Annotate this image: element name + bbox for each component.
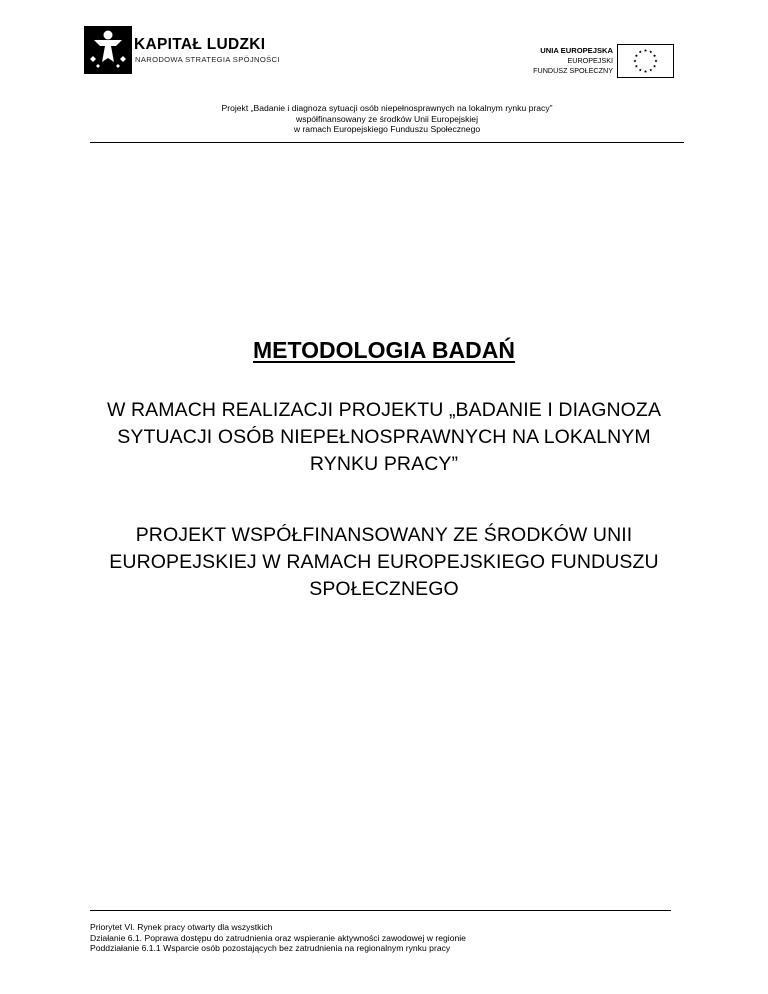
footer-divider xyxy=(90,910,671,911)
eu-logo-line1: UNIA EUROPEJSKA xyxy=(540,46,613,55)
project-header-line3: w ramach Europejskiego Funduszu Społecznego xyxy=(293,124,481,134)
eu-logo-line2: EUROPEJSKI xyxy=(567,56,613,65)
eu-logo-text xyxy=(473,45,613,76)
eu-logo-line3: FUNDUSZ SPOŁECZNY xyxy=(533,66,613,75)
subtitle-line: SYTUACJI OSÓB NIEPEŁNOSPRAWNYCH NA LOKALNYM xyxy=(117,426,651,448)
header-divider xyxy=(90,142,684,143)
subtitle-line: RYNKU PRACY” xyxy=(309,453,459,475)
cofinancing-line: EUROPEJSKIEJ W RAMACH EUROPEJSKIEGO FUNDUSZU xyxy=(109,551,659,573)
project-header-line1: Projekt „Badanie i diagnoza sytuacji osób niepełnosprawnych na lokalnym rynku pracy” xyxy=(221,103,553,113)
kapital-ludzki-subtitle: NARODOWA STRATEGIA SPÓJNOŚCI xyxy=(135,55,280,64)
subtitle-line: W RAMACH REALIZACJI PROJEKTU „BADANIE I DIAGNOZA xyxy=(106,399,662,421)
document-subtitle xyxy=(0,397,768,478)
kapital-ludzki-emblem-icon xyxy=(84,26,132,74)
footer-line3: Poddziałanie 6.1.1 Wsparcie osób pozostających bez zatrudnienia na regionalnym rynku pracy xyxy=(90,943,451,953)
eu-flag-icon xyxy=(617,44,674,78)
kapital-ludzki-title: KAPITAŁ LUDZKI xyxy=(134,36,266,53)
cofinancing-line: PROJEKT WSPÓŁFINANSOWANY ZE ŚRODKÓW UNII xyxy=(135,524,633,546)
project-header-line2: współfinansowany ze środków Unii Europejskiej xyxy=(296,113,478,124)
kapital-ludzki-logo xyxy=(84,26,294,74)
footer-line2: Działanie 6.1. Poprawa dostępu do zatrudnienia oraz wspieranie aktywności zawodowej w regionie xyxy=(90,932,466,943)
page-footer xyxy=(90,922,466,954)
cofinancing-line: SPOŁECZNEGO xyxy=(309,578,459,600)
cofinancing-statement xyxy=(0,522,768,603)
document-title: METODOLOGIA BADAŃ xyxy=(253,337,515,363)
project-header xyxy=(90,103,684,135)
footer-line1: Priorytet VI. Rynek pracy otwarty dla wszystkich xyxy=(90,922,273,932)
